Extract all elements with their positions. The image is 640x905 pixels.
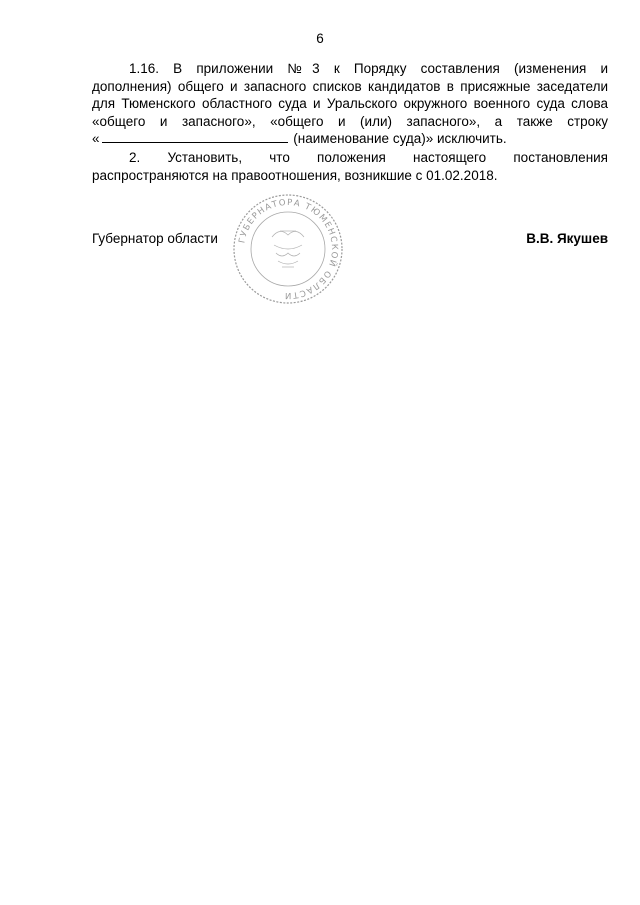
blank-underline	[102, 130, 288, 143]
paragraph-1-line: «общего и запасного», «общего и (или) запасного», а также строку	[92, 113, 608, 129]
seal-text: ГУБЕРНАТОРА ТЮМЕНСКОЙ ОБЛАСТИ	[237, 197, 340, 301]
paragraph-1-line: дополнения) общего и запасного списков кандидатов в присяжные заседатели	[92, 78, 608, 94]
paragraph-1-suffix: (наименование суда)» исключить.	[293, 131, 507, 146]
paragraph-1-line: 1.16. В приложении №3 к Порядку составления (изменения и	[129, 61, 608, 76]
paragraph-1-last-line	[92, 130, 608, 148]
official-seal-icon	[232, 193, 344, 305]
paragraph-2-line: 2. Установить, что положения настоящего постановления	[129, 150, 608, 165]
signatory-position: Губернатор области	[92, 231, 218, 246]
quote-open: «	[92, 131, 100, 146]
signatory-name: В.В. Якушев	[526, 231, 608, 246]
paragraph-1-line: для Тюменского областного суда и Уральского окружного военного суда слова	[92, 96, 608, 111]
paragraph-2	[92, 149, 608, 184]
paragraph-1	[92, 60, 608, 148]
page-number: 6	[316, 31, 324, 46]
paragraph-2-line: распространяются на правоотношения, возникшие с 01.02.2018.	[92, 167, 498, 183]
